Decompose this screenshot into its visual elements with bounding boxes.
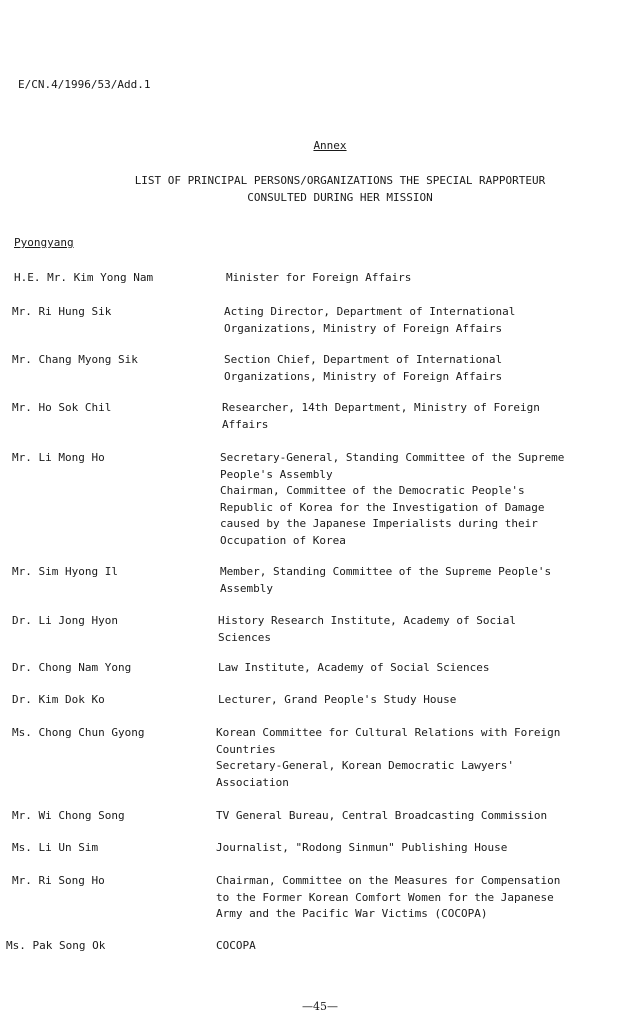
person-role: Acting Director, Department of International Organizations, Ministry of Foreign Affairs [224, 305, 516, 335]
person-name: Dr. Kim Dok Ko [12, 693, 105, 706]
person-role: COCOPA [216, 939, 256, 952]
title-line-2: CONSULTED DURING HER MISSION [247, 191, 433, 204]
person-role: Chairman, Committee on the Measures for Compensation to the Former Korean Comfort Women for the Japanese Army and the Pacific War Victims (COCOPA) [216, 874, 561, 920]
document-symbol: E/CN.4/1996/53/Add.1 [18, 78, 151, 91]
person-name: Mr. Chang Myong Sik [12, 353, 138, 366]
person-name: Ms. Pak Song Ok [6, 939, 106, 952]
person-role: Member, Standing Committee of the Supreme People's Assembly [220, 565, 552, 595]
person-name: Mr. Sim Hyong Il [12, 565, 118, 578]
person-name: Dr. Li Jong Hyon [12, 614, 118, 627]
title-line-1: LIST OF PRINCIPAL PERSONS/ORGANIZATIONS THE SPECIAL RAPPORTEUR [134, 174, 546, 187]
annex-heading [0, 139, 640, 152]
person-name: H.E. Mr. Kim Yong Nam [14, 271, 154, 284]
annex-label: Annex [313, 139, 347, 152]
person-role: Minister for Foreign Affairs [226, 271, 412, 284]
page-number: —45— [302, 1000, 338, 1013]
person-role: Journalist, "Rodong Sinmun" Publishing House [216, 841, 508, 854]
person-role: Korean Committee for Cultural Relations with Foreign Countries Secretary-General, Korean Democratic Lawyers' Association [216, 726, 561, 789]
person-role: Section Chief, Department of International Organizations, Ministry of Foreign Affairs [224, 353, 503, 383]
person-role: TV General Bureau, Central Broadcasting Commission [216, 809, 548, 822]
section-heading: Pyongyang [14, 236, 74, 249]
person-name: Mr. Ri Hung Sik [12, 305, 112, 318]
person-name: Dr. Chong Nam Yong [12, 661, 132, 674]
person-name: Mr. Li Mong Ho [12, 451, 105, 464]
person-name: Ms. Chong Chun Gyong [12, 726, 145, 739]
person-role: Law Institute, Academy of Social Sciences [218, 661, 490, 674]
person-name: Mr. Ho Sok Chil [12, 401, 112, 414]
person-role: History Research Institute, Academy of Social Sciences [218, 614, 517, 644]
person-role: Lecturer, Grand People's Study House [218, 693, 457, 706]
person-role: Secretary-General, Standing Committee of the Supreme People's Assembly Chairman, Committee of the Democratic People's Republic of Korea for the Investigation of Damage caused by the Japanese Imperialists during their Occupation of Korea [220, 451, 565, 547]
list-title [60, 172, 620, 206]
person-name: Mr. Wi Chong Song [12, 809, 125, 822]
person-name: Ms. Li Un Sim [12, 841, 99, 854]
person-role: Researcher, 14th Department, Ministry of Foreign Affairs [222, 401, 540, 431]
person-name: Mr. Ri Song Ho [12, 874, 105, 887]
